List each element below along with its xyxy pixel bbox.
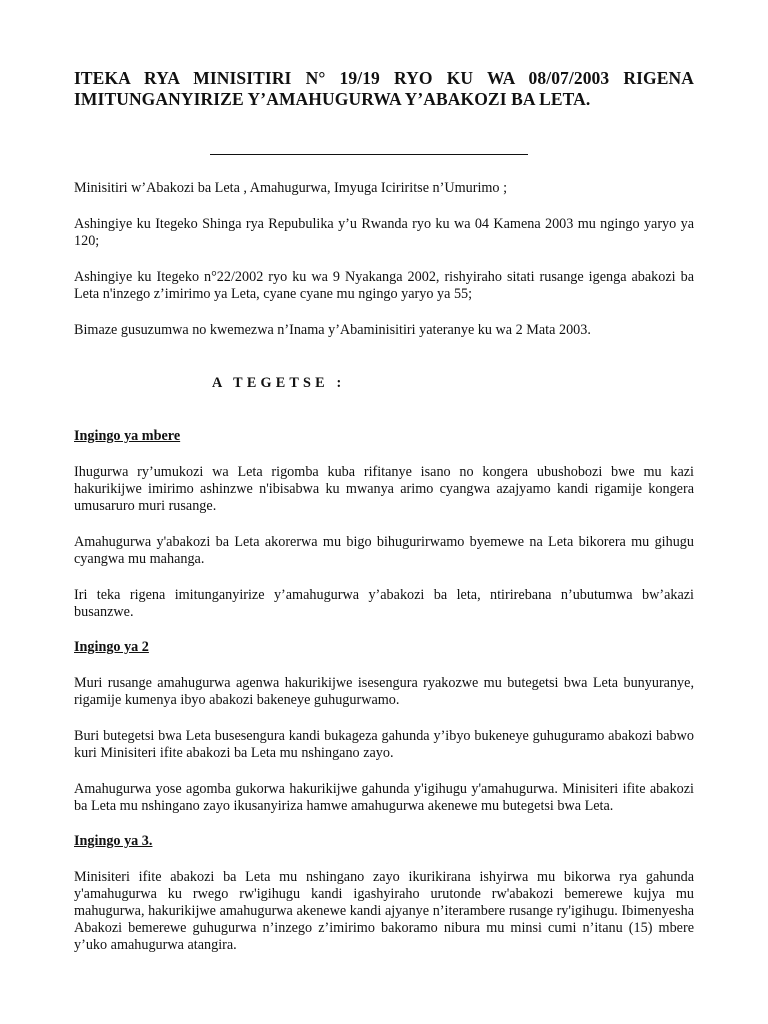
document-page xyxy=(74,68,694,954)
article-2-paragraph: Amahugurwa yose agomba gukorwa hakurikijwe gahunda y'igihugu y'amahugurwa. Minisiteri ifite abakozi ba Leta mu nshingano zayo ikusanyiriza hamwe amahugurwa akenewe mu butegetsi bwa Leta. xyxy=(74,781,694,814)
article-1-paragraph: Ihugurwa ry’umukozi wa Leta rigomba kuba rifitanye isano no kongera ubushobozi bwe mu kazi hakurikijwe imirimo ashinzwe n'ibisabwa ku mwanya arimo cyangwa azajyamo kandi rigamije kongera umusaruro muri rusange. xyxy=(74,464,694,514)
article-2-heading: Ingingo ya 2 xyxy=(74,639,149,655)
preamble-law: Ashingiye ku Itegeko n°22/2002 ryo ku wa 9 Nyakanga 2002, rishyiraho sitati rusange igenga abakozi ba Leta n'inzego z’imirimo ya Leta, cyane cyane mu ngingo yaryo ya 55; xyxy=(74,269,694,302)
title-divider xyxy=(210,154,528,155)
preamble-minister: Minisitiri w’Abakozi ba Leta , Amahugurwa, Imyuga Iciriritse n’Umurimo ; xyxy=(74,180,508,196)
article-3-paragraph: Minisiteri ifite abakozi ba Leta mu nshingano zayo ikurikirana ishyirwa mu bikorwa rya gahunda y'amahugurwa ku rwego rw'igihugu kandi igashyiraho urutonde rw'abakozi bemerewe kujya mu mahugurwa, hakurikijwe amahugurwa akenewe kandi ajyanye n’iterambere rusange ry'igihugu. Ibimenyesha Abakozi bemerewe guhugurwa n’inzego z’imirimo bakoramo nibura mu minsi cumi n’itanu (15) mbere y’uko amahugurwa atangira. xyxy=(74,869,694,953)
preamble-constitution: Ashingiye ku Itegeko Shinga rya Repubulika y’u Rwanda ryo ku wa 04 Kamena 2003 mu ngingo yaryo ya 120; xyxy=(74,216,694,249)
decree-heading: A TEGETSE : xyxy=(212,375,346,391)
article-1-paragraph: Iri teka rigena imitunganyirize y’amahugurwa y’abakozi ba leta, ntirirebana n’ubutumwa bw’akazi busanzwe. xyxy=(74,587,694,620)
article-2-paragraph: Muri rusange amahugurwa agenwa hakurikijwe isesengura ryakozwe mu butegetsi bwa Leta bunyuranye, rigamije kumenya ibyo abakozi bakeneye guhugurwamo. xyxy=(74,675,694,708)
article-1-heading: Ingingo ya mbere xyxy=(74,428,181,444)
article-3-heading: Ingingo ya 3. xyxy=(74,833,153,849)
article-2-paragraph: Buri butegetsi bwa Leta busesengura kandi bukageza gahunda y’ibyo bukeneye guhuguramo abakozi babwo kuri Minisiteri ifite abakozi ba Leta mu nshingano zayo. xyxy=(74,728,694,761)
preamble-cabinet: Bimaze gusuzumwa no kwemezwa n’Inama y’Abaminisitiri yateranye ku wa 2 Mata 2003. xyxy=(74,322,591,338)
article-1-paragraph: Amahugurwa y'abakozi ba Leta akorerwa mu bigo bihugurirwamo byemewe na Leta bikorera mu gihugu cyangwa mu mahanga. xyxy=(74,534,694,567)
document-title: ITEKA RYA MINISITIRI N° 19/19 RYO KU WA 08/07/2003 RIGENA IMITUNGANYIRIZE Y’AMAHUGURWA Y’ABAKOZI BA LETA. xyxy=(74,68,694,109)
